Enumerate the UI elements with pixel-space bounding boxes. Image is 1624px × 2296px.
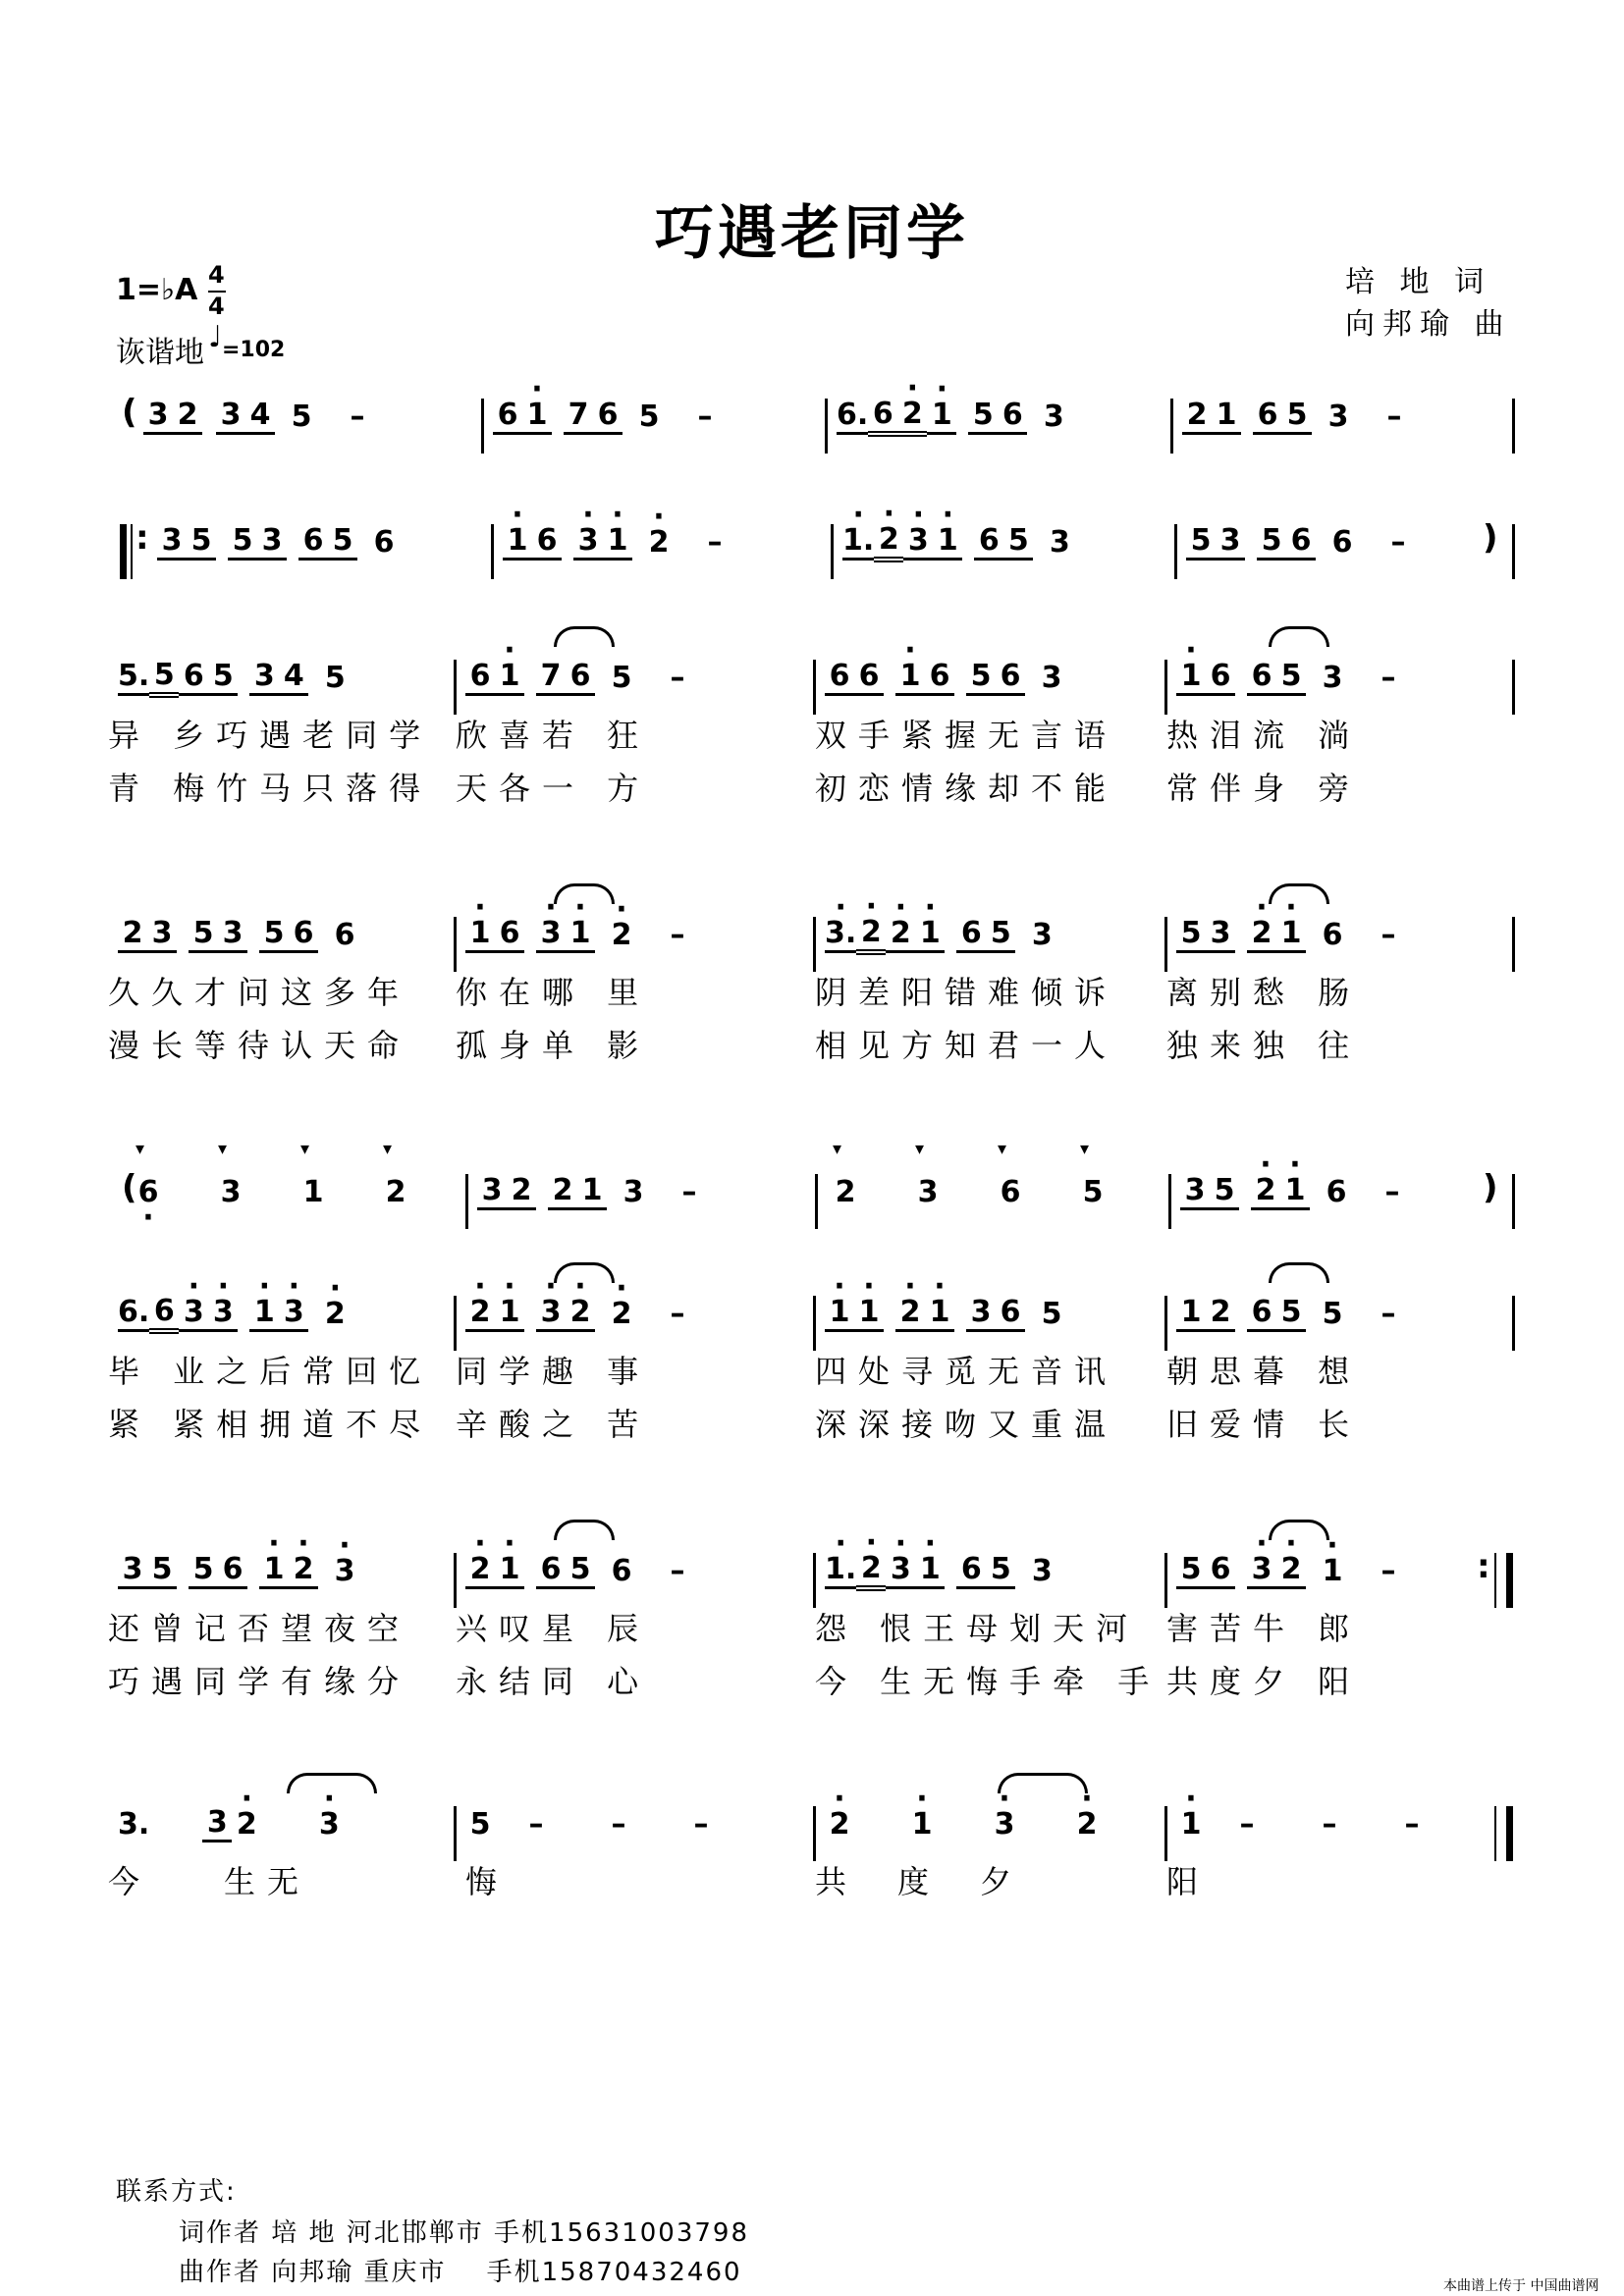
lyric: 今 <box>108 1863 152 1900</box>
measure: 6. 6 · 2 · 1 5 6 3 <box>837 395 1068 438</box>
lyric: 度 <box>897 1863 942 1900</box>
song-title: 巧遇老同学 <box>655 199 969 268</box>
measure: 3 2 2 1 3 – <box>477 1170 731 1213</box>
slur <box>554 626 615 647</box>
lyric-verse2: 漫长等待认天命 <box>108 1027 411 1064</box>
close-paren: ) <box>1483 518 1498 558</box>
slur <box>554 1262 615 1283</box>
measure: · 1. · 2 · 3 · 1 6 5 3 <box>842 520 1074 563</box>
close-paren: ) <box>1483 1168 1498 1207</box>
contact-lyricist: 词作者 培 地 河北邯郸市 手机15631003798 <box>179 2218 750 2248</box>
barline <box>1164 1296 1167 1351</box>
lyric-verse1: 你在哪 里 <box>456 974 651 1011</box>
barline <box>454 917 457 972</box>
lyric-verse2: 巧遇同学有缘分 <box>108 1663 411 1700</box>
lyric: 悔 <box>465 1863 510 1900</box>
measure: 3 5 5 3 6 5 6 <box>157 520 399 563</box>
lyric: 阳 <box>1166 1863 1211 1900</box>
measure: 6 6 · 1 6 5 6 3 <box>825 656 1066 699</box>
barline <box>831 524 834 579</box>
measure: 5. 5 6 5 3 4 5 <box>118 656 350 699</box>
barline <box>454 660 457 715</box>
measure: 3 5 · 2 · 1 6 – <box>1180 1170 1434 1213</box>
lyric: 共 <box>815 1863 859 1900</box>
tempo-marking: 诙谐地 <box>116 336 204 370</box>
barline <box>813 917 816 972</box>
slur <box>554 1520 615 1540</box>
time-signature-bottom: 4 <box>208 293 225 320</box>
lyric-verse2: 紧 紧相拥道不尽 <box>108 1406 433 1443</box>
slur <box>1269 626 1329 647</box>
lyric-verse2: 辛酸之 苦 <box>456 1406 651 1443</box>
accent-mark: ▾ <box>998 1139 1007 1159</box>
barline <box>465 1174 468 1229</box>
accent-mark: ▾ <box>383 1139 393 1159</box>
tempo-value: =102 <box>222 338 286 362</box>
tie <box>998 1773 1088 1793</box>
measure: 6 · 1 7 6 5 – <box>465 656 719 699</box>
lyric-verse2: 旧爱情 长 <box>1166 1406 1362 1443</box>
barline <box>813 1806 816 1861</box>
barline <box>1174 524 1177 579</box>
measure: · 1 – – – <box>1176 1802 1453 1845</box>
measure: · 2 · 1 · 3 · 2 <box>825 1802 1102 1845</box>
barline <box>1164 917 1167 972</box>
measure: 5 6 · 3 · 2 · 1 – <box>1176 1549 1430 1592</box>
tie <box>287 1773 377 1793</box>
lyric-verse2: 相见方知君一人 <box>815 1027 1118 1064</box>
measure: · 1 6 6 5 3 – <box>1176 656 1430 699</box>
slur <box>1269 1262 1329 1283</box>
final-barline-thick <box>1506 1806 1513 1861</box>
barline <box>1512 524 1515 579</box>
lyricist-credit: 培 地 词 <box>1345 265 1492 299</box>
lyric-verse1: 欣喜若 狂 <box>456 717 651 754</box>
repeat-end-thin <box>1494 1553 1496 1608</box>
lyric-verse2: 独来独 往 <box>1166 1027 1362 1064</box>
measure: · 2 · 1 6 5 6 – <box>465 1549 719 1592</box>
lyric-verse2: 共度夕 阳 <box>1166 1663 1362 1700</box>
barline <box>825 399 828 454</box>
repeat-end-thick <box>1506 1553 1513 1608</box>
slur <box>1269 1520 1329 1540</box>
lyric-verse1: 还曾记否望夜空 <box>108 1610 411 1647</box>
barline <box>1168 1174 1171 1229</box>
measure: · 1 · 1 · 2 · 1 3 6 5 <box>825 1292 1066 1335</box>
barline <box>1512 399 1515 454</box>
barline <box>1512 1174 1515 1229</box>
composer-credit: 向邦瑜 曲 <box>1345 307 1512 342</box>
lyric-verse2: 常伴身 旁 <box>1166 770 1362 807</box>
measure: 5 3 · 2 · 1 6 – <box>1176 913 1430 956</box>
contact-composer: 曲作者 向邦瑜 重庆市 手机15870432460 <box>179 2258 742 2287</box>
lyric-verse1: 离别愁 肠 <box>1166 974 1362 1011</box>
lyric: 生无 <box>224 1863 311 1900</box>
barline <box>454 1553 457 1608</box>
lyric-verse1: 朝思暮 想 <box>1166 1353 1362 1390</box>
accent-mark: ▾ <box>1080 1139 1090 1159</box>
repeat-start-thin <box>131 524 133 579</box>
repeat-dots: : <box>135 518 149 558</box>
lyric-verse1: 怨 恨王母划天河 <box>815 1610 1140 1647</box>
measure: 6. 6 · 3 · 3 · 1 · 3 · 2 <box>118 1292 350 1335</box>
barline <box>813 1296 816 1351</box>
accent-mark: ▾ <box>833 1139 842 1159</box>
measure: 3. 3 · 2 · 3 <box>118 1802 344 1845</box>
lyric-verse2: 天各一 方 <box>456 770 651 807</box>
repeat-dots: : <box>1477 1547 1490 1586</box>
barline <box>454 1806 457 1861</box>
measure: · 3. · 2 · 2 · 1 6 5 3 <box>825 913 1056 956</box>
measure: 3 2 3 4 5 – <box>143 395 399 438</box>
lyric-verse1: 害苦牛 郎 <box>1166 1610 1362 1647</box>
measure: 5 – – – <box>469 1806 709 1842</box>
contact-label: 联系方式: <box>116 2177 237 2207</box>
lyric-verse2: 深深接吻又重温 <box>815 1406 1118 1443</box>
lyric-verse2: 永结同 心 <box>456 1663 651 1700</box>
measure: 1 2 6 5 5 – <box>1176 1292 1430 1335</box>
accent-mark: ▾ <box>300 1139 310 1159</box>
barline <box>1512 1296 1515 1351</box>
barline <box>813 660 816 715</box>
lyric-verse2: 青 梅竹马只落得 <box>108 770 433 807</box>
accent-mark: ▾ <box>135 1139 145 1159</box>
open-paren: ( <box>122 1168 137 1207</box>
measure: 5 3 5 6 6 – <box>1186 520 1439 563</box>
measure: 3 5 5 6 · 1 · 2 · 3 <box>118 1549 359 1592</box>
barline <box>1164 660 1167 715</box>
barline <box>491 524 494 579</box>
lyric-verse1: 同学趣 事 <box>456 1353 651 1390</box>
lyric-verse1: 毕 业之后常回忆 <box>108 1353 433 1390</box>
lyric-verse1: 异 乡巧遇老同学 <box>108 717 433 754</box>
accent-mark: ▾ <box>915 1139 925 1159</box>
lyric-verse1: 兴叹星 辰 <box>456 1610 651 1647</box>
quarter-note-icon: ♩ <box>208 320 223 354</box>
barline <box>813 1553 816 1608</box>
key-signature: 1=♭A <box>116 273 198 307</box>
barline <box>1512 917 1515 972</box>
barline <box>1164 1553 1167 1608</box>
barline <box>1170 399 1173 454</box>
barline <box>1164 1806 1167 1861</box>
barline <box>481 399 484 454</box>
barline <box>815 1174 818 1229</box>
lyric-verse1: 阴差阳错难倾诉 <box>815 974 1118 1011</box>
lyric-verse1: 双手紧握无言语 <box>815 717 1118 754</box>
measure: 2 3 5 3 5 6 6 <box>118 913 359 956</box>
slur <box>1269 883 1329 904</box>
barline <box>454 1296 457 1351</box>
measure: · 1. · 2 · 3 · 1 6 5 3 <box>825 1549 1056 1592</box>
lyric-verse1: 四处寻觅无音讯 <box>815 1353 1118 1390</box>
lyric-verse2: 初恋情缘却不能 <box>815 770 1118 807</box>
measure: · 1 6 · 3 · 1 · 2 – <box>503 520 756 563</box>
measure: · 1 6 · 3 · 1 · 2 – <box>465 913 719 956</box>
slur <box>554 883 615 904</box>
repeat-start-thick <box>120 524 127 579</box>
measure: · 2 · 1 · 3 · 2 · 2 – <box>465 1292 719 1335</box>
lyric-verse2: 今 生无悔手牵 手 <box>815 1663 1162 1700</box>
accent-mark: ▾ <box>218 1139 228 1159</box>
measure: 6 · 3 1 2 <box>134 1170 410 1213</box>
lyric-verse2: 孤身单 影 <box>456 1027 651 1064</box>
lyric: 夕 <box>980 1863 1024 1900</box>
measure: 6 · 1 7 6 5 – <box>493 395 746 438</box>
final-barline-thin <box>1494 1806 1496 1861</box>
lyric-verse1: 久久才问这多年 <box>108 974 411 1011</box>
footer-source: 本曲谱上传于 中国曲谱网 <box>1443 2278 1599 2294</box>
lyric-verse1: 热泪流 淌 <box>1166 717 1362 754</box>
time-signature-top: 4 <box>208 261 225 289</box>
measure: 2 3 6 5 <box>835 1174 1104 1209</box>
barline <box>1512 660 1515 715</box>
open-paren: ( <box>122 393 137 432</box>
measure: 2 1 6 5 3 – <box>1182 395 1435 438</box>
